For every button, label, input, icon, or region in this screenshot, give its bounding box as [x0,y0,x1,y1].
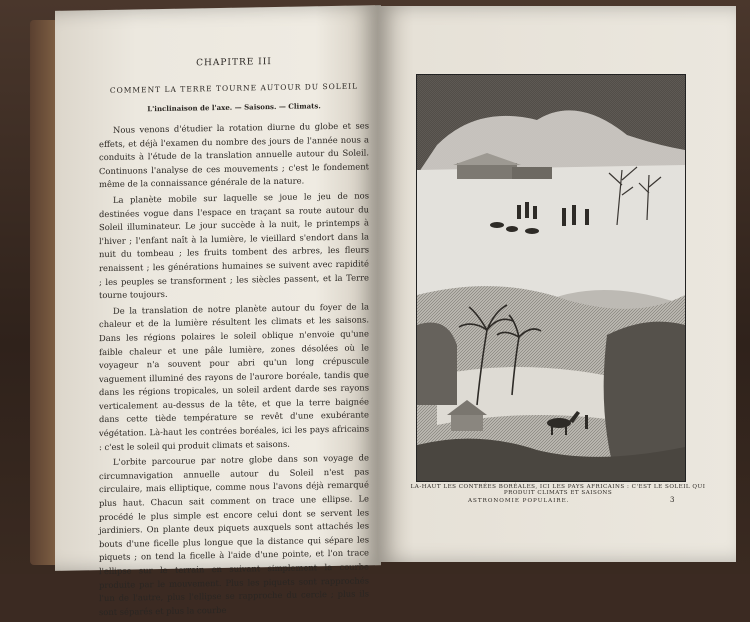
left-page [55,5,381,617]
engraving-drawing [417,75,685,481]
paragraph: L'orbite parcourue par notre globe dans son voyage de circumnavigation annuelle autour du Soleil n'est pas circulaire, mais elliptique, comme nous l'avons déjà remarqué plus haut. Chacun sait comment on trace une ellipse. Le procédé le plus simple est encore celui dont se servent les jardiniers. On plante deux piquets auxquels sont attachés les bouts d'une ficelle plus longue que la distance qui sépare les piquets ; on tend la ficelle à l'aide d'une pointe, et l'on trace l'ellipse sur le terrain en suivant simplement la courbe produite par le mouvement. Plus les piquets sont rapprochés l'un de l'autre, plus l'ellipse se rapproche du cercle ; plus ils sont séparés et plus la courbe [99,452,369,617]
chapter-heading: CHAPITRE III [196,57,272,69]
paragraph: Nous venons d'étudier la rotation diurne du globe et ses effets, et déjà l'examen du nombre des jours de l'année nous a conduits à l'étude de la translation annuelle autour du Soleil. Continuons l'analyse de ces mouvements ; c'est le fondement même de la connaissance générale de la nature. [99,120,369,190]
chapter-title: COMMENT LA TERRE TOURNE AUTOUR DU SOLEIL [109,81,359,95]
engraving-illustration [416,74,686,482]
text-block [99,55,369,621]
paragraph: De la translation de notre planète autour du foyer de la chaleur et de la lumière résultent les climats et les saisons. Dans les régions polaires le soleil oblique n'envoie qu'une faible chaleur et une pâle lumière, zones désolées où le voyageur n'a souvent pour abri qu'un long crépuscule vaguement illuminé des rayons de l'aurore boréale, tandis que dans les régions tropicales, un soleil ardent darde ses rayons verticalement au-dessus de la tête, et que la terre baignée dans cette tiède température se revêt d'une exubérante végétation. Là-haut les contrées boréales, ici les pays africains : c'est le soleil qui produit climats et saisons. [99,301,369,452]
page-number: 3 [670,496,675,504]
chapter-summary: L'inclinaison de l'axe. — Saisons. — Climats. [147,101,321,114]
illustration-caption: LA-HAUT LES CONTRÉES BORÉALES, ICI LES PAYS AFRICAINS : C'EST LE SOLEIL QUI PRODUIT CLIMATS ET SAISONS [410,484,706,496]
paragraph: La planète mobile sur laquelle se joue le jeu de nos destinées vogue dans l'espace en traçant sa route autour du Soleil illuminateur. Le jour succède à la nuit, le printemps à l'hiver ; l'enfant naît à la lumière, le vieillard s'endort dans la nuit du tombeau ; les fruits tombent des arbres, les fleurs renaissent ; les générations humaines se suivent avec rapidité ; les peuples se transforment ; les siècles passent, et la Terre tourne toujours. [99,190,369,301]
running-head: ASTRONOMIE POPULAIRE. [468,498,570,504]
right-page [378,6,736,562]
